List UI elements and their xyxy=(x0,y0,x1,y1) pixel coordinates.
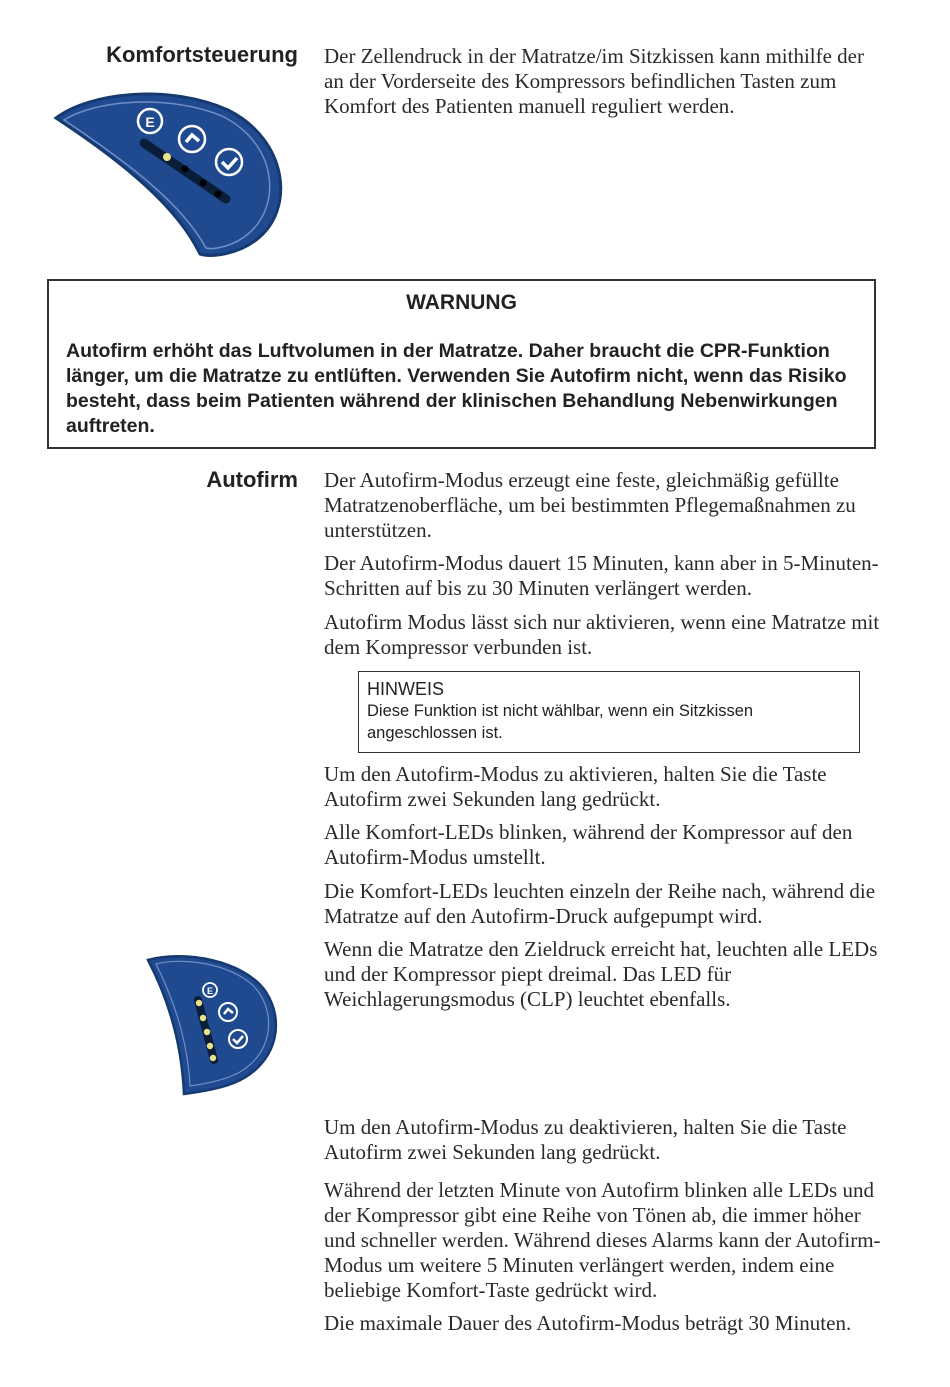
autofirm-paragraph-9: Während der letzten Minute von Autofirm blinken alle LEDs und der Kompressor gibt eine Reihe von Tönen ab, die immer höher und schneller werden. Während dieses Alarms kann der Autofirm-Modus um weitere 5 Minuten verlängert werden, indem eine beliebige Komfort-Taste gedrückt wird. xyxy=(324,1178,881,1302)
komfort-heading: Komfortsteuerung xyxy=(106,42,298,67)
autofirm-heading: Autofirm xyxy=(206,467,298,492)
note-box xyxy=(358,671,860,753)
svg-text:E: E xyxy=(206,986,214,996)
comfort-down-icon xyxy=(216,149,242,175)
svg-text:E: E xyxy=(145,114,155,130)
autofirm-paragraph-10: Die maximale Dauer des Autofirm-Modus beträgt 30 Minuten. xyxy=(324,1311,852,1335)
autofirm-paragraph-5: Alle Komfort-LEDs blinken, während der Kompressor auf den Autofirm-Modus umstellt. xyxy=(324,820,853,869)
autofirm-paragraph-6: Die Komfort-LEDs leuchten einzeln der Reihe nach, während die Matratze auf den Autofirm-Druck aufgepumpt wird. xyxy=(324,879,876,928)
led-indicator xyxy=(163,153,171,161)
warning-box xyxy=(47,279,876,449)
autofirm-paragraph-7: Wenn die Matratze den Zieldruck erreicht hat, leuchten alle LEDs und der Kompressor piept dreimal. Das LED für Weichlagerungsmodus (CLP) leuchtet ebenfalls. xyxy=(324,937,878,1011)
warning-title: WARNUNG xyxy=(406,291,517,314)
note-title: HINWEIS xyxy=(367,679,445,699)
autofirm-paragraph-8: Um den Autofirm-Modus zu deaktivieren, halten Sie die Taste Autofirm zwei Sekunden lang gedrückt. xyxy=(324,1115,847,1164)
autofirm-paragraph-1: Der Autofirm-Modus erzeugt eine feste, gleichmäßig gefüllte Matratzenoberfläche, um bei bestimmten Pflegemaßnahmen zu unterstützen. xyxy=(324,468,856,542)
autofirm-button-icon xyxy=(138,109,162,133)
autofirm-paragraph-4: Um den Autofirm-Modus zu aktivieren, halten Sie die Taste Autofirm zwei Sekunden lang gedrückt. xyxy=(324,762,827,811)
control-panel-illustration-2 xyxy=(144,952,280,1096)
autofirm-paragraph-2: Der Autofirm-Modus dauert 15 Minuten, kann aber in 5-Minuten-Schritten auf bis zu 30 Minuten verlängert werden. xyxy=(324,551,879,600)
note-text: Diese Funktion ist nicht wählbar, wenn ein Sitzkissen angeschlossen ist. xyxy=(367,702,754,742)
control-panel-illustration-1 xyxy=(50,88,290,260)
warning-text: Autofirm erhöht das Luftvolumen in der Matratze. Daher braucht die CPR-Funktion länger, um die Matratze zu entlüften. Verwenden Sie Autofirm nicht, wenn das Risiko besteht, dass beim Patienten während der klinischen Behandlung Nebenwirkungen auftreten. xyxy=(66,340,847,437)
comfort-up-icon xyxy=(179,126,205,152)
autofirm-paragraph-3: Autofirm Modus lässt sich nur aktivieren, wenn eine Matratze mit dem Kompressor verbunden ist. xyxy=(324,610,880,659)
komfort-text: Der Zellendruck in der Matratze/im Sitzkissen kann mithilfe der an der Vorderseite des Kompressors befindlichen Tasten zum Komfort des Patienten manuell reguliert werden. xyxy=(324,44,864,118)
